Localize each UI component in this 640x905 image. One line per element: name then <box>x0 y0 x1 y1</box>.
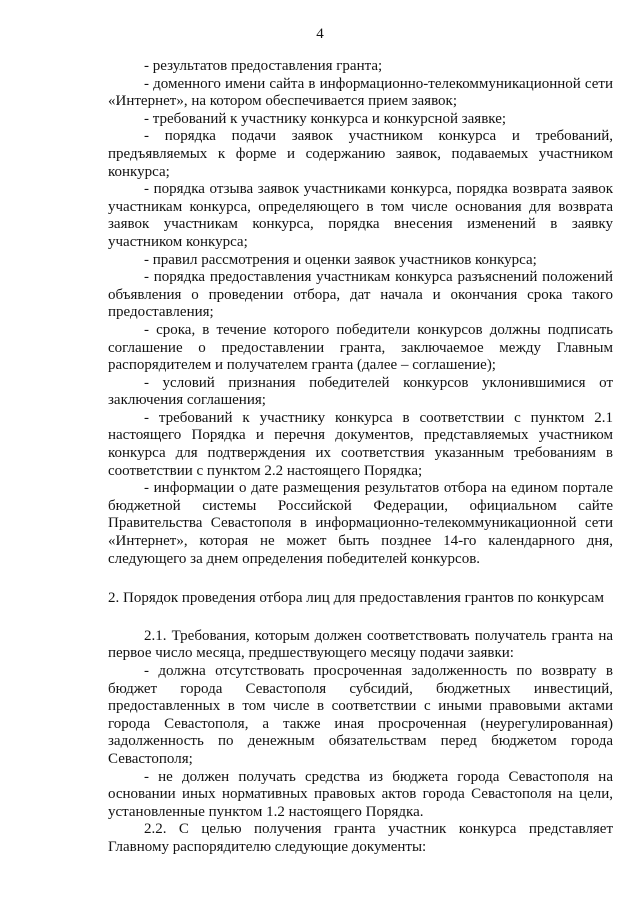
list-item: - доменного имени сайта в информационно-телекоммуникационной сети «Интернет», на котором обеспечивается прием заявок; <box>108 75 613 110</box>
list-item: - порядка предоставления участникам конкурса разъяснений положений объявления о проведении отбора, дат начала и окончания срока такого предоставления; <box>108 269 613 321</box>
list-item: - порядка отзыва заявок участниками конкурса, порядка возврата заявок участникам конкурса, определяющего в том числе основания для возврата заявок участникам конкурса, порядка внесения изменений в заявку участником конкурса; <box>108 181 613 250</box>
document-body <box>108 58 613 857</box>
paragraph: 2.1. Требования, которым должен соответствовать получатель гранта на первое число месяца, предшествующего месяцу подачи заявки: <box>108 627 613 662</box>
list-item: - условий признания победителей конкурсов уклонившимися от заключения соглашения; <box>108 374 613 409</box>
list-item: - требований к участнику конкурса в соответствии с пунктом 2.1 настоящего Порядка и перечня документов, представляемых участником конкурса для подтверждения их соответствия указанным требованиям в соответствии с пунктом 2.2 настоящего Порядка; <box>108 409 613 479</box>
list-item: - требований к участнику конкурса и конкурсной заявке; <box>144 110 507 127</box>
list-item: - правил рассмотрения и оценки заявок участников конкурса; <box>144 251 537 268</box>
list-item: - информации о дате размещения результатов отбора на едином портале бюджетной системы Российской Федерации, официальном сайте Правительства Севастополя в информационно-телекоммуникационной сети «Интернет», которая не может быть позднее 14-го календарного дня, следующего за днем определения победителей конкурсов. <box>108 480 613 567</box>
section-heading: 2. Порядок проведения отбора лиц для предоставления грантов по конкурсам <box>108 590 605 607</box>
list-item: - результатов предоставления гранта; <box>144 58 383 74</box>
paragraph: 2.2. С целью получения гранта участник конкурса представляет Главному распорядителю следующие документы: <box>108 821 613 855</box>
list-item: - порядка подачи заявок участником конкурса и требований, предъявляемых к форме и содержанию заявок, подаваемых участником конкурса; <box>108 128 613 180</box>
paragraph: - не должен получать средства из бюджета города Севастополя на основании иных нормативных правовых актов города Севастополя на цели, установленные пунктом 1.2 настоящего Порядка. <box>108 768 613 820</box>
list-item: - срока, в течение которого победители конкурсов должны подписать соглашение о предоставлении гранта, заключаемое между Главным распорядителем и получателем гранта (далее – соглашение); <box>108 321 613 374</box>
paragraph: - должна отсутствовать просроченная задолженность по возврату в бюджет города Севастополя субсидий, бюджетных инвестиций, предоставленных в том числе в соответствии с иными правовыми актами города Севастополя, а также иная просроченная (неурегулированная) задолженность по денежным обязательствам перед бюджетом города Севастополя; <box>108 663 613 767</box>
page-number: 4 <box>316 26 324 42</box>
